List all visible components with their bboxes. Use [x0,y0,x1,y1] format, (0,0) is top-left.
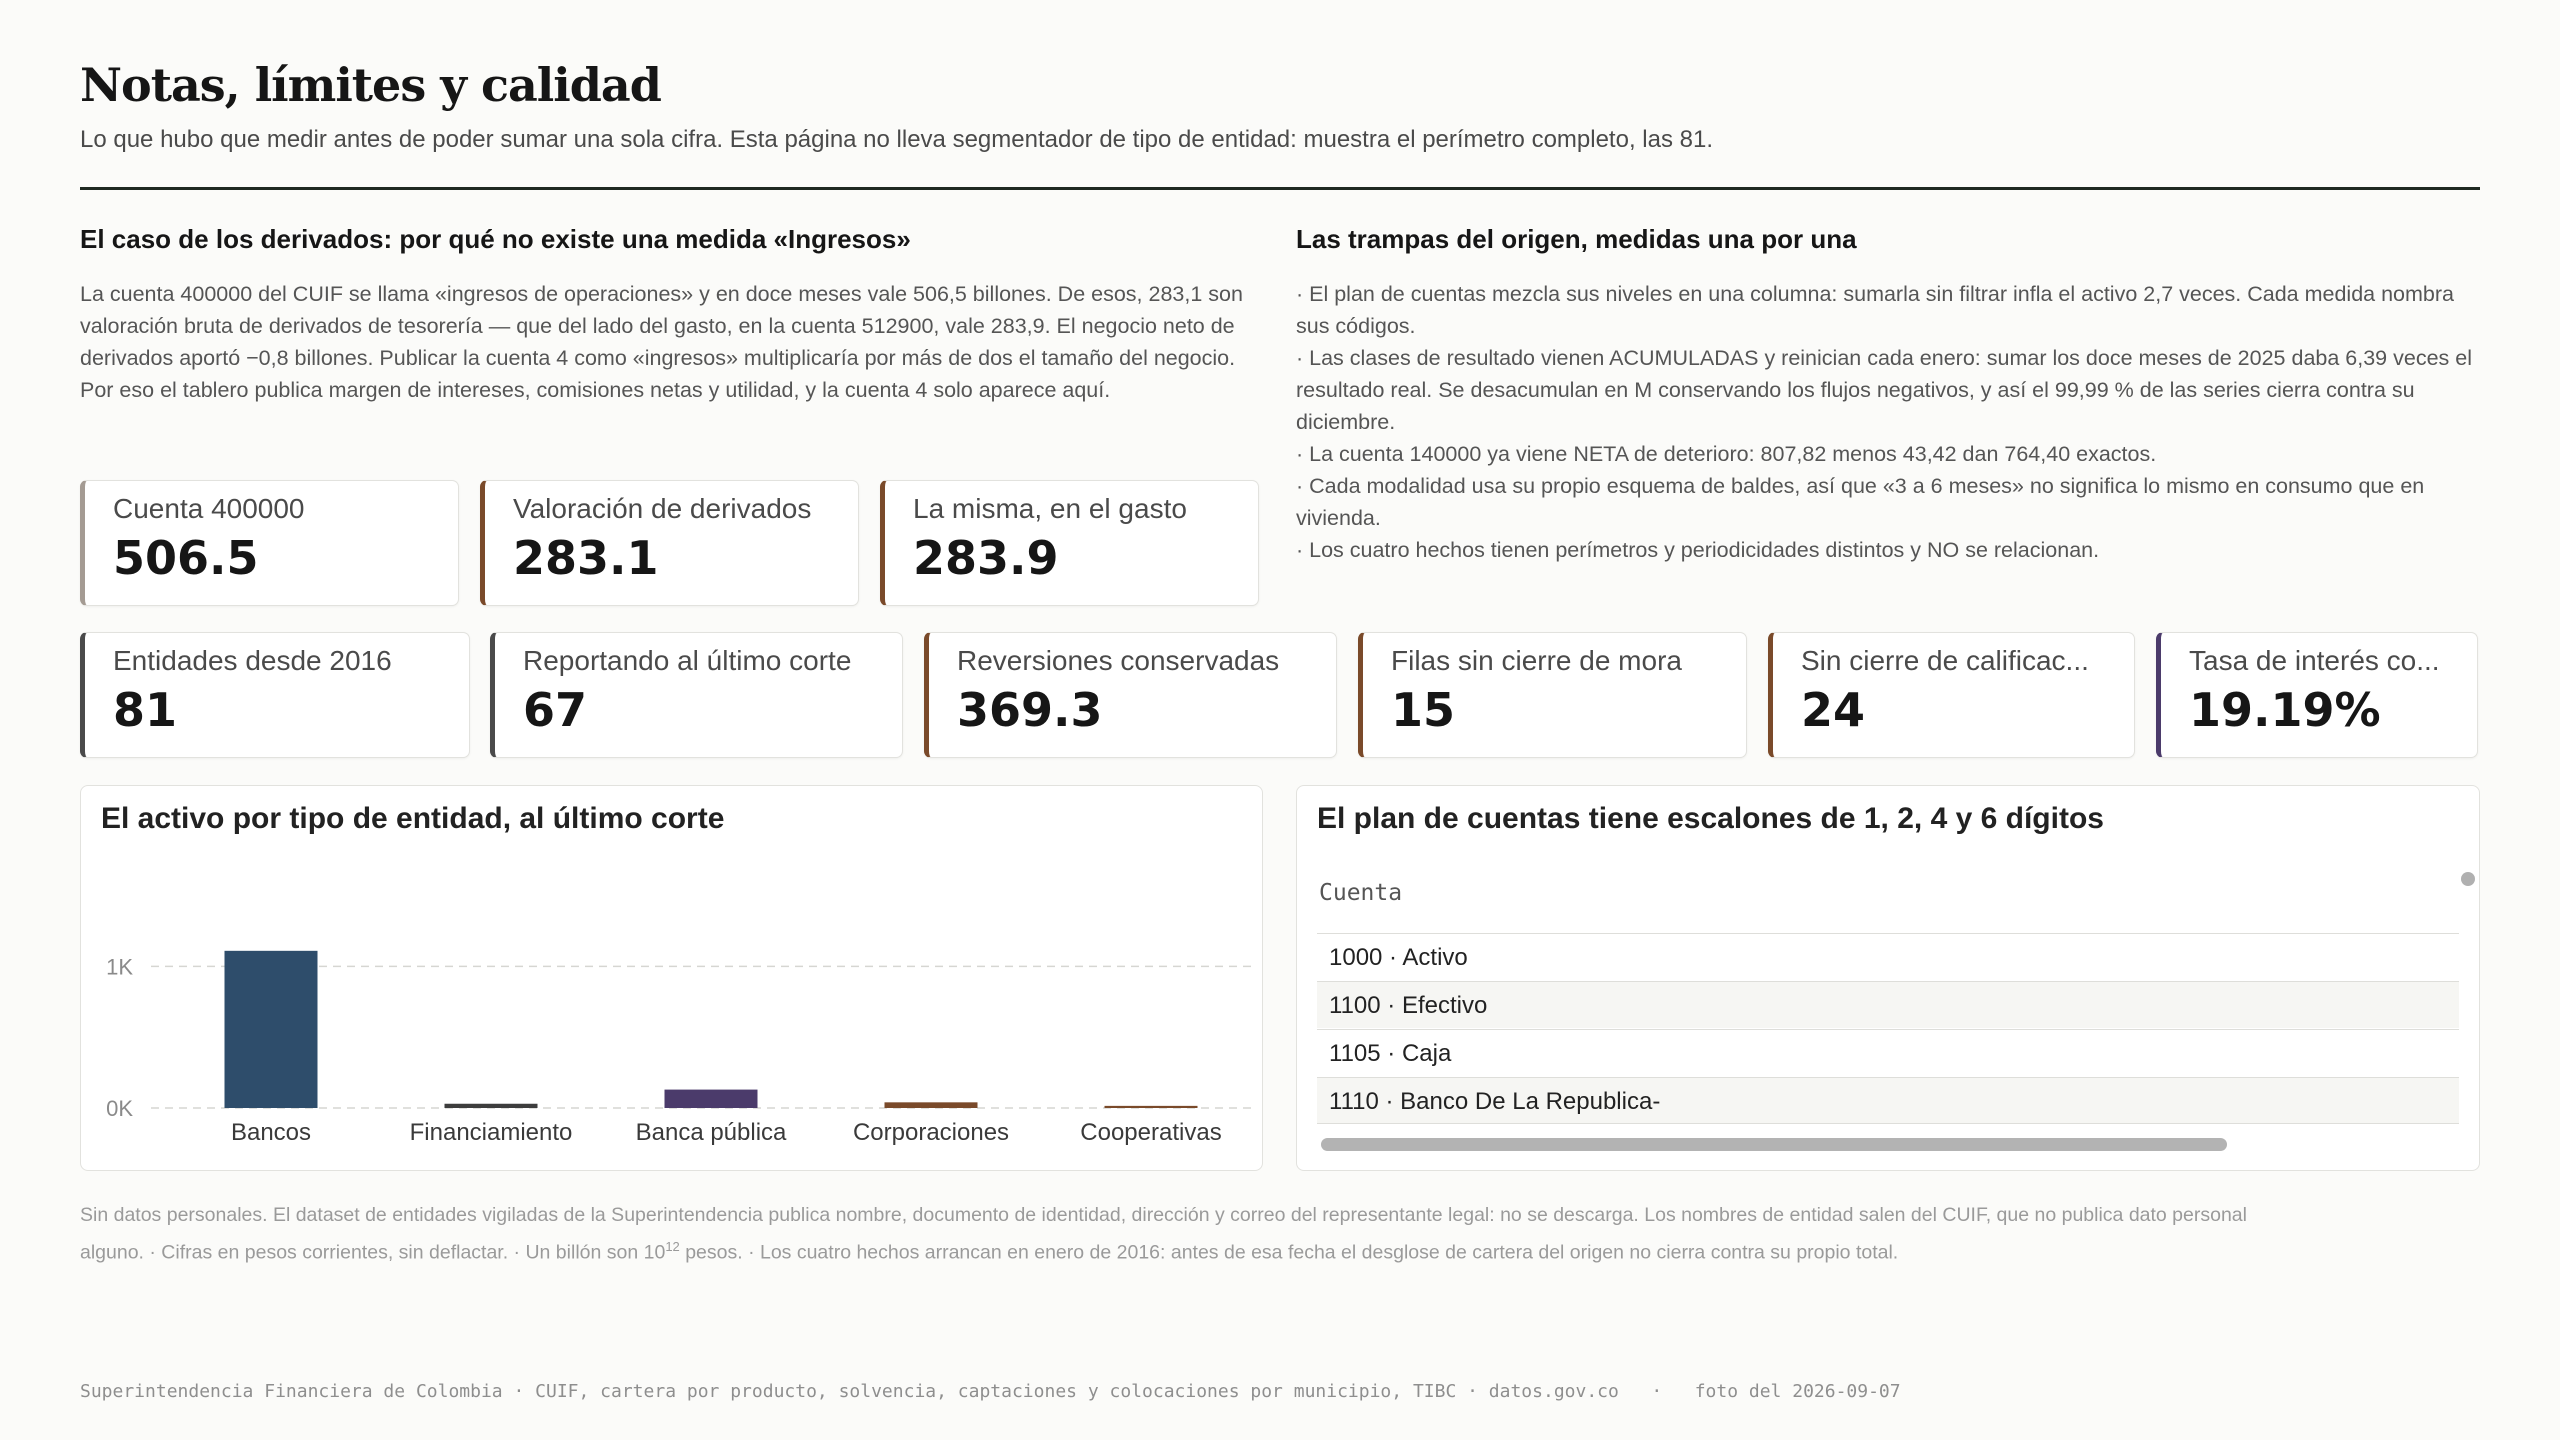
kpi-label: Reversiones conservadas [957,645,1280,676]
traps-list [1296,278,2486,566]
title-divider [80,187,2480,190]
table-title: El plan de cuentas tiene escalones de 1, 2, 4 y 6 dígitos [1317,802,2104,835]
kpi-value: 81 [113,683,178,737]
kpi-card-entidades [80,632,470,758]
kpi-label: Tasa de interés co... [2189,645,2440,676]
horizontal-scrollbar-thumb[interactable] [1321,1138,2227,1151]
y-tick-label: 1K [106,954,133,980]
kpi-card-valoracion-derivados [480,480,859,606]
bar [665,1090,758,1108]
footnote-text: alguno. · Cifras en pesos corrientes, sin deflactar. · Un billón son 10 [80,1241,666,1264]
accounts-table-panel [1296,785,2480,1171]
derivatives-text: La cuenta 400000 del CUIF se llama «ingresos de operaciones» y en doce meses vale 506,5 billones. De esos, 283,1 son valoración bruta de derivados de tesorería — que del lado del gasto, en la cuenta 512900, vale 283,9. El negocio neto de derivados aportó −0,8 billones. Publicar la cuenta 4 como «ingresos» multiplicaría por más de dos el tamaño del negocio. Por eso el tablero publica margen de intereses, comisiones netas y utilidad, y la cuenta 4 solo aparece aquí. [80,282,1243,402]
asset-bar-chart [81,786,1262,1170]
x-tick-label: Banca pública [635,1119,787,1146]
x-tick-label: Bancos [230,1119,312,1146]
bar [225,951,318,1108]
bar [1105,1106,1198,1108]
kpi-value: 506.5 [113,531,259,585]
x-tick-label: Financiamiento [409,1119,573,1146]
kpi-value: 15 [1391,683,1456,737]
kpi-label: Entidades desde 2016 [113,645,392,676]
x-tick-label: Cooperativas [1080,1119,1222,1146]
page-subtitle: Lo que hubo que medir antes de poder sumar una sola cifra. Esta página no lleva segmentador de tipo de entidad: muestra el perímetro completo, las 81. [80,126,1713,153]
page-title: Notas, límites y calidad [80,58,661,112]
kpi-card-reportando [490,632,903,758]
kpi-value: 19.19% [2189,683,2381,737]
kpi-label: La misma, en el gasto [913,493,1187,524]
trap-item: · Las clases de resultado vienen ACUMULADAS y reinician cada enero: sumar los doce meses de 2025 daba 6,39 veces el resultado real. Se desacumulan en M conservando los flujos negativos, y así el 99,99 % de las series cierra contra su diciembre. [1296,346,2472,434]
footnote-line [80,1231,2480,1269]
vertical-scrollbar-thumb[interactable] [2461,872,2475,886]
trap-item: · Los cuatro hechos tienen perímetros y periodicidades distintos y NO se relacionan. [1296,538,2100,562]
source-credit: Superintendencia Financiera de Colombia · CUIF, cartera por producto, solvencia, captaciones y colocaciones por municipio, TIBC · datos.gov.co [80,1381,1619,1402]
table-row[interactable]: 1110 · Banco De La Republica- [1317,1077,2459,1124]
kpi-label: Reportando al último corte [523,645,852,676]
footnote [80,1200,2480,1269]
kpi-value: 283.1 [513,531,659,585]
bar [445,1104,538,1108]
table-row[interactable]: 1105 · Caja [1317,1029,2459,1076]
y-tick-label: 0K [106,1096,133,1121]
kpi-label: Valoración de derivados [513,493,812,524]
kpi-card-reversiones [924,632,1337,758]
table-row[interactable]: 1100 · Efectivo [1317,981,2459,1028]
kpi-value: 369.3 [957,683,1103,737]
kpi-label: Sin cierre de calificac... [1801,645,2089,676]
kpi-card-sin-cierre-calificacion [1768,632,2135,758]
x-tick-label: Corporaciones [852,1119,1010,1146]
trap-item: · Cada modalidad usa su propio esquema de baldes, así que «3 a 6 meses» no significa lo mismo en consumo que en vivienda. [1296,474,2425,530]
traps-heading: Las trampas del origen, medidas una por una [1296,224,1857,254]
footnote-text: pesos. · Los cuatro hechos arrancan en enero de 2016: antes de esa fecha el desglose de cartera del origen no cierra contra su propio total. [679,1241,1899,1264]
column-header-cuenta[interactable]: Cuenta [1319,880,1403,906]
kpi-card-cuenta-400000 [80,480,459,606]
kpi-card-tasa-interes [2156,632,2478,758]
kpi-value: 283.9 [913,531,1059,585]
trap-item: · La cuenta 140000 ya viene NETA de deterioro: 807,82 menos 43,42 dan 764,40 exactos. [1296,442,2157,466]
kpi-card-sin-cierre-mora [1358,632,1747,758]
kpi-label: Filas sin cierre de mora [1391,645,1682,676]
kpi-value: 67 [523,683,588,737]
asset-chart-panel [80,785,1263,1171]
derivatives-heading: El caso de los derivados: por qué no existe una medida «Ingresos» [80,224,911,254]
trap-item: · El plan de cuentas mezcla sus niveles en una columna: sumarla sin filtrar infla el activo 2,7 veces. Cada medida nombra sus códigos. [1296,282,2454,338]
kpi-label: Cuenta 400000 [113,493,305,524]
snapshot-date: foto del 2026-09-07 [1694,1381,1901,1402]
footnote-line: Sin datos personales. El dataset de entidades vigiladas de la Superintendencia publica nombre, documento de identidad, dirección y correo del representante legal: no se descarga. Los nombres de entidad salen del CUIF, que no publica dato personal [80,1204,2247,1226]
source-footer: Superintendencia Financiera de Colombia · CUIF, cartera por producto, solvencia, captaciones y colocaciones por municipio, TIBC · datos.gov.co · foto del 2026-09-07 [80,1381,1901,1402]
kpi-value: 24 [1801,683,1866,737]
kpi-card-gasto-derivados [880,480,1259,606]
table-row[interactable]: 1000 · Activo [1317,933,2459,980]
bar [885,1102,978,1108]
chart-title: El activo por tipo de entidad, al último corte [101,802,725,835]
footnote-exponent: 12 [665,1239,680,1254]
